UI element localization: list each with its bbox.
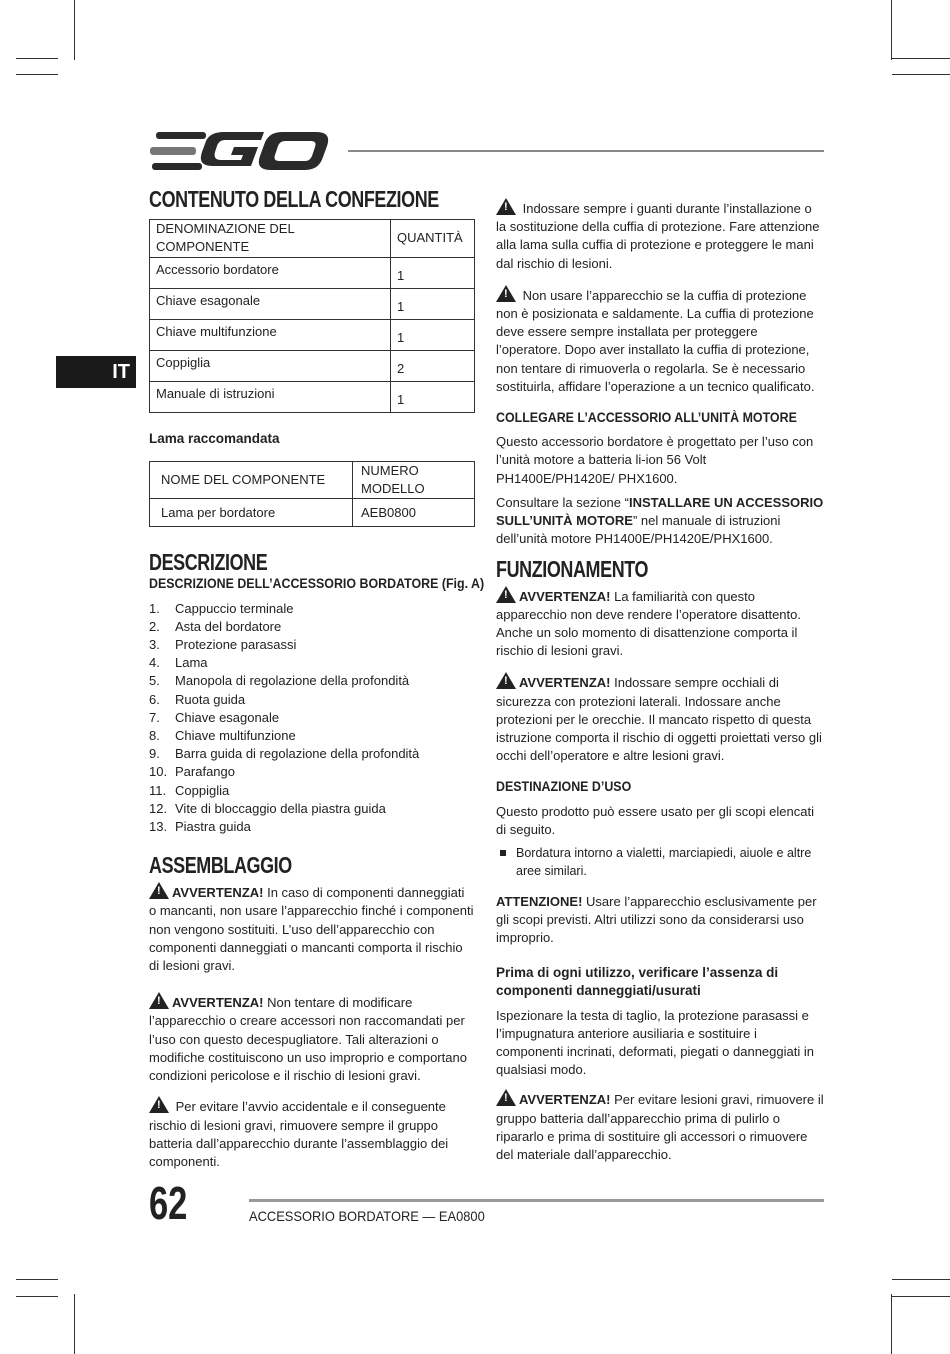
operation-warning-battery: !AVVERTENZA! Per evitare lesioni gravi, rimuovere il gruppo batteria dall’apparecchio prima di pulirlo o ripararlo e prima di sostituire gli accessori o rimuovere del materiale dall’apparecchio.: [496, 1089, 824, 1164]
table-row: [150, 257, 475, 288]
description-list: [149, 600, 475, 836]
table-cell: 1: [391, 288, 475, 319]
header-rule: [348, 150, 824, 152]
crop-mark: [892, 1279, 950, 1280]
footer-running-title: ACCESSORIO BORDATORE — EA0800: [249, 1208, 485, 1224]
table-cell: Lama per bordatore: [150, 499, 353, 527]
check-title: Prima di ogni utilizzo, verificare l’assenza di componenti danneggiati/usurati: [496, 965, 779, 999]
description-title: DESCRIZIONE: [149, 549, 268, 576]
list-item: 9. Barra guida di regolazione della profondità: [149, 746, 420, 762]
warning-icon: [149, 882, 169, 899]
package-contents-title: CONTENUTO DELLA CONFEZIONE: [149, 186, 439, 212]
warning-icon: [496, 1089, 516, 1106]
operation-title: FUNZIONAMENTO: [496, 556, 649, 583]
operation-warning-glasses: !AVVERTENZA! Indossare sempre occhiali di sicurezza con protezioni laterali. Indossare anche protezioni per le orecchie. Il mancato rispetto di questa istruzione comporta il rischio di oggetti proiettati verso gli occhi dell’operatore e altre lesioni gravi.: [496, 672, 824, 765]
intended-use-bullet: Bordatura intorno a vialetti, marciapiedi, aiuole e altre aree similari.: [496, 844, 824, 880]
list-item: 3. Protezione parasassi: [149, 637, 297, 652]
connect-reference: Consultare la sezione “INSTALLARE UN ACCESSORIO SULL’UNITÀ MOTORE” nel manuale di istruzioni dell’unità motore PH1400E/PH1420E/PHX1600.: [496, 494, 824, 547]
list-item: 1. Cappuccio terminale: [149, 600, 294, 616]
warning-icon: [496, 198, 516, 215]
check-paragraph: Ispezionare la testa di taglio, la protezione parasassi e l’impugnatura anteriore ausiliaria e sostituire i componenti incrinati, deformati, piegati o danneggiati in qualsiasi modo.: [496, 1007, 814, 1078]
left-column: [149, 186, 485, 1171]
table-row: [150, 288, 475, 319]
bullet-square-icon: [500, 850, 506, 856]
crop-mark: [16, 1296, 58, 1297]
crop-mark: [74, 1294, 75, 1354]
table-header-cell: NUMERO MODELLO: [353, 461, 475, 498]
list-item: 7. Chiave esagonale: [149, 709, 280, 725]
ego-logo: [150, 130, 330, 172]
table-header-cell: DENOMINAZIONE DEL COMPONENTE: [150, 220, 391, 257]
warning-icon: [496, 672, 516, 689]
intended-use-paragraph: Questo prodotto può essere usato per gli scopi elencati di seguito.: [496, 803, 814, 837]
warning-icon: [496, 586, 516, 603]
table-cell: 1: [391, 257, 475, 288]
warning-gloves: ! Indossare sempre i guanti durante l’installazione o la sostituzione della cuffia di protezione. Fare attenzione alla lama sulla cuffia di protezione e proteggere le mani dal rischio di lesioni.: [496, 198, 824, 273]
table-row: [150, 350, 475, 381]
list-item: 11. Coppiglia: [149, 782, 230, 798]
table-cell: Chiave esagonale: [150, 288, 391, 319]
list-item: 12. Vite di bloccaggio della piastra guida: [149, 800, 386, 816]
list-item: 4. Lama: [149, 655, 208, 671]
crop-mark: [892, 58, 950, 59]
recommended-blade-title: Lama raccomandata: [149, 430, 280, 446]
table-cell: AEB0800: [353, 499, 475, 527]
list-item: 8. Chiave multifunzione: [149, 727, 296, 743]
warning-guard: ! Non usare l’apparecchio se la cuffia di protezione non è posizionata e saldamente. La cuffia di protezione deve essere sempre installata per proteggere l’operatore. Dopo aver installato la cuffia di protezione, non tentare di rimuoverla o regolarla. Se è necessario sostituirla, affidare l’operazione a un tecnico qualificato.: [496, 285, 824, 396]
table-cell: Coppiglia: [150, 350, 391, 381]
list-item: 10. Parafango: [149, 764, 235, 780]
table-cell: Chiave multifunzione: [150, 319, 391, 350]
warning-icon: [496, 285, 516, 302]
crop-mark: [16, 1279, 58, 1280]
table-cell: Accessorio bordatore: [150, 257, 391, 288]
operation-warning-familiarity: !AVVERTENZA! La familiarità con questo apparecchio non deve rendere l’operatore disattento. Anche un solo momento di disattenzione comporta il rischio di lesioni gravi.: [496, 586, 824, 661]
crop-mark: [16, 74, 58, 75]
warning-icon: [149, 1096, 169, 1113]
footer-rule: [249, 1199, 824, 1202]
crop-mark: [892, 1296, 950, 1297]
table-cell: 1: [391, 381, 475, 412]
table-cell: Manuale di istruzioni: [150, 381, 391, 412]
table-header-cell: NOME DEL COMPONENTE: [150, 461, 353, 498]
attention-note: ATTENZIONE! Usare l’apparecchio esclusivamente per gli scopi previsti. Altri utilizzi sono da considerarsi uso improprio.: [496, 893, 817, 945]
table-cell: 1: [391, 319, 475, 350]
package-contents-table: [149, 219, 475, 412]
connect-title: COLLEGARE L’ACCESSORIO ALL’UNITÀ MOTORE: [496, 410, 797, 426]
crop-mark: [74, 0, 75, 60]
description-subtitle: DESCRIZIONE DELL’ACCESSORIO BORDATORE (Fig. A): [149, 576, 485, 592]
table-header-row: [150, 461, 475, 498]
table-row: [150, 319, 475, 350]
intended-use-title: DESTINAZIONE D’USO: [496, 779, 632, 795]
list-item: 6. Ruota guida: [149, 691, 246, 707]
connect-paragraph: Questo accessorio bordatore è progettato per l’uso con l’unità motore a batteria li-ion 56 Volt PH1400E/PH1420E/ PHX1600.: [496, 434, 814, 486]
table-cell: 2: [391, 350, 475, 381]
crop-mark: [16, 58, 58, 59]
crop-mark: [891, 1294, 892, 1354]
assembly-warning-damaged: !AVVERTENZA! In caso di componenti danneggiati o mancanti, non usare l’apparecchio finché i componenti non vengono sostituiti. L’uso dell’apparecchio con componenti danneggiati o mancanti comporta il rischio di lesioni gravi.: [149, 882, 475, 975]
warning-icon: [149, 992, 169, 1009]
recommended-blade-table: [149, 461, 475, 527]
list-item: 5. Manopola di regolazione della profondità: [149, 673, 410, 689]
crop-mark: [892, 74, 950, 75]
table-header-cell: QUANTITÀ: [391, 220, 475, 257]
table-row: [150, 381, 475, 412]
list-item: 2. Asta del bordatore: [149, 618, 282, 634]
table-row: [150, 499, 475, 527]
page-number: 62: [149, 1177, 188, 1229]
language-tab: IT: [56, 356, 136, 388]
table-header-row: [150, 220, 475, 257]
crop-mark: [891, 0, 892, 60]
assembly-title: ASSEMBLAGGIO: [149, 852, 292, 879]
right-column: [496, 198, 824, 1164]
list-item: 13. Piastra guida: [149, 818, 251, 834]
assembly-warning-battery: ! Per evitare l’avvio accidentale e il conseguente rischio di lesioni gravi, rimuovere sempre il gruppo batteria dall’apparecchio durante l’assemblaggio dei componenti.: [149, 1096, 475, 1171]
assembly-warning-modify: !AVVERTENZA! Non tentare di modificare l’apparecchio o creare accessori non raccomandati per l’uso con questo decespugliatore. Tali alterazioni o modifiche costituiscono un uso improprio e comportano condizioni pericolose e il rischio di lesioni gravi.: [149, 992, 475, 1085]
